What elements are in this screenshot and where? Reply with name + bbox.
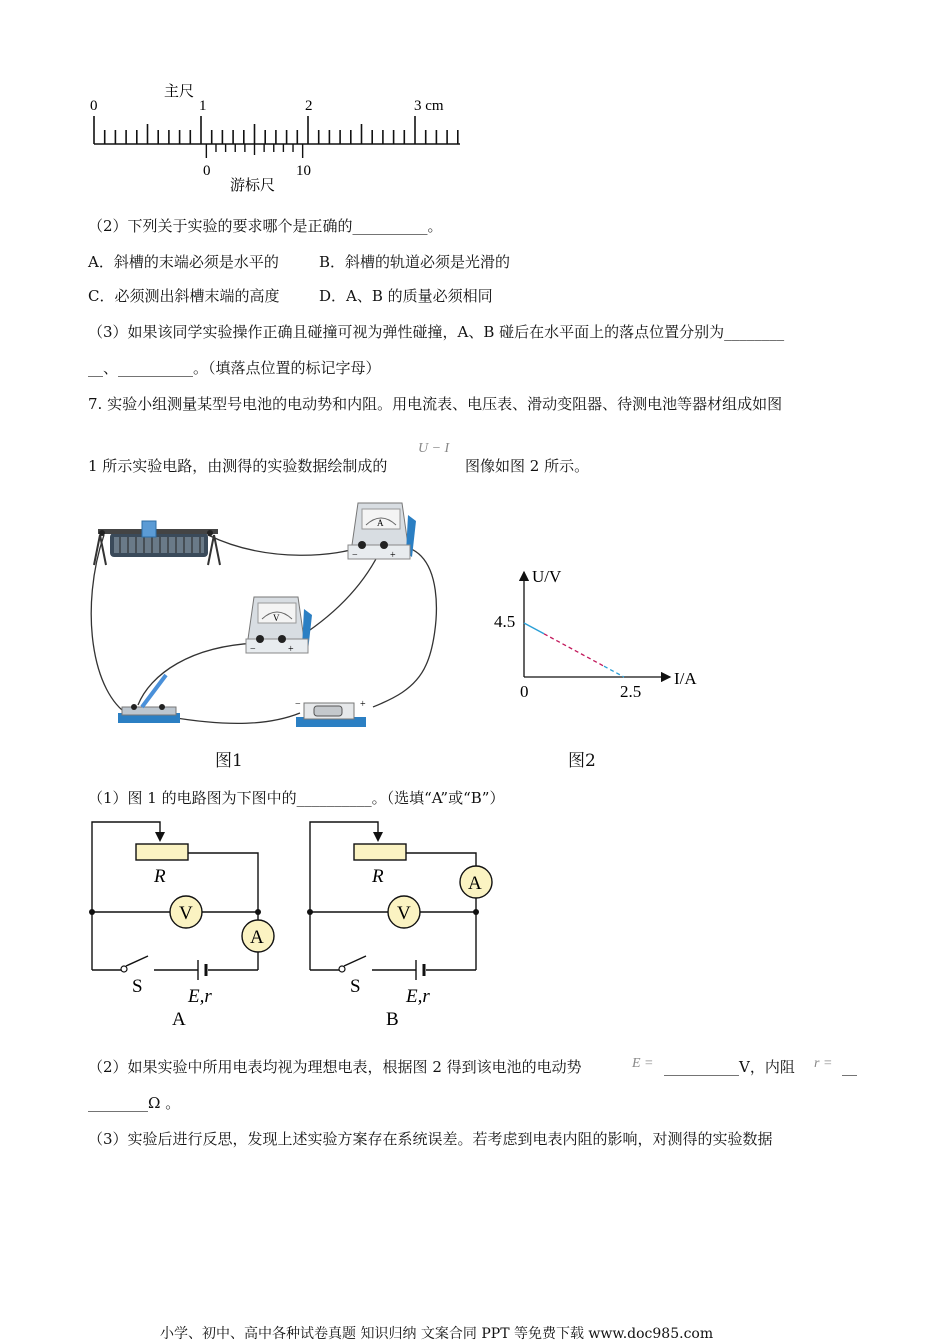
resistor-r [354, 844, 406, 860]
ammeter-minus: − [352, 550, 358, 561]
circuit-a [82, 814, 282, 1034]
wire [138, 643, 260, 705]
vernier-scale [206, 144, 302, 158]
circuit-b-label: B [386, 1009, 399, 1030]
ammeter-letter: A [468, 873, 482, 894]
x-tick-0: 0 [520, 682, 529, 701]
circuit-a-label: A [172, 1009, 186, 1030]
resistor-label: R [372, 866, 384, 887]
switch-s [121, 966, 127, 972]
switch-label: S [350, 976, 361, 997]
extrapolated-segment-right [604, 666, 624, 677]
wire [208, 535, 360, 555]
resistor-r [136, 844, 188, 860]
problem-7-line2a: 1 所示实验电路，由测得的实验数据绘制成的 [88, 457, 388, 475]
main-tick-2: 2 [305, 98, 313, 114]
vernier-tick-0: 0 [203, 163, 211, 179]
q2-option-a: A．斜槽的末端必须是水平的 [88, 253, 279, 271]
q3-line1: （3）如果该同学实验操作正确且碰撞可视为弹性碰撞，A、B 碰后在水平面上的落点位置分别为________ [88, 323, 785, 341]
resistor-label: R [154, 866, 166, 887]
switch-s [339, 966, 345, 972]
main-tick-3: 3 cm [414, 98, 444, 114]
wire [373, 546, 436, 707]
problem-7-line2b: 图像如图 2 所示。 [465, 457, 590, 475]
vernier-caliper [80, 78, 460, 196]
battery-label: E,r [406, 986, 430, 1007]
u-i-formula: U − I [418, 441, 450, 456]
figure-2-graph [488, 560, 718, 710]
q2-stem: （2）下列关于实验的要求哪个是正确的__________。 [88, 217, 443, 235]
main-tick-0: 0 [90, 98, 98, 114]
emf-symbol: E = [632, 1056, 654, 1071]
q7-1-text: （1）图 1 的电路图为下图中的__________。（选填“A”或“B”） [88, 789, 505, 807]
battery [295, 699, 366, 727]
q7-2-part-a: （2）如果实验中所用电表均视为理想电表，根据图 2 得到该电池的电动势 [88, 1058, 582, 1076]
q7-2-line2: ________Ω 。 [88, 1094, 181, 1112]
q2-option-c: C．必须测出斜槽末端的高度 [88, 287, 280, 305]
ammeter-letter: A [250, 927, 264, 948]
x-axis-label: I/A [674, 669, 697, 688]
main-scale [94, 116, 460, 144]
ammeter-plus: + [390, 550, 396, 561]
y-tick-4.5: 4.5 [494, 612, 516, 631]
main-tick-1: 1 [199, 98, 207, 114]
main-scale-label: 主尺 [164, 84, 195, 100]
figure-2-caption: 图2 [568, 751, 596, 771]
voltmeter-letter: V [179, 903, 193, 924]
problem-7-line1: 7. 实验小组测量某型号电池的电动势和内阻。用电流表、电压表、滑动变阻器、待测电池等器材组成如图 [88, 395, 783, 413]
switch [118, 675, 180, 723]
x-tick-2.5: 2.5 [620, 682, 642, 701]
wire [170, 713, 300, 723]
footer: 小学、初中、高中各种试卷真题 知识归纳 文案合同 PPT 等免费下载 www.doc985.com [160, 1326, 714, 1342]
battery-minus: − [295, 699, 301, 710]
circuit-b [300, 814, 500, 1034]
wire [91, 535, 132, 717]
q7-3-text: （3）实验后进行反思，发现上述实验方案存在系统误差。若考虑到电表内阻的影响，对测得的实验数据 [88, 1130, 773, 1148]
q7-2-part-c: __ [842, 1058, 857, 1076]
figure-1-caption: 图1 [215, 751, 243, 771]
q2-option-d: D．A、B 的质量必须相同 [319, 287, 493, 305]
figure-1-apparatus [90, 495, 450, 740]
voltmeter-letter: V [273, 613, 280, 623]
switch-label: S [132, 976, 143, 997]
q7-2-part-b: __________V，内阻 [664, 1058, 795, 1076]
vernier-scale-label: 游标尺 [230, 178, 276, 194]
ammeter [348, 503, 416, 561]
vernier-tick-10: 10 [296, 163, 311, 179]
battery-plus: + [360, 699, 366, 710]
voltmeter-letter: V [397, 903, 411, 924]
measured-segment [524, 623, 544, 634]
extrapolated-segment-left [544, 634, 604, 666]
rheostat [94, 521, 220, 565]
voltmeter [246, 597, 312, 655]
internal-resistance-symbol: r = [814, 1056, 833, 1071]
voltmeter-plus: + [288, 644, 294, 655]
q3-line2: __、__________。（填落点位置的标记字母） [88, 359, 381, 377]
q2-option-b: B．斜槽的轨道必须是光滑的 [319, 253, 511, 271]
ammeter-letter: A [377, 518, 384, 528]
voltmeter-minus: − [250, 644, 256, 655]
y-axis-label: U/V [532, 567, 562, 586]
battery-label: E,r [188, 986, 212, 1007]
